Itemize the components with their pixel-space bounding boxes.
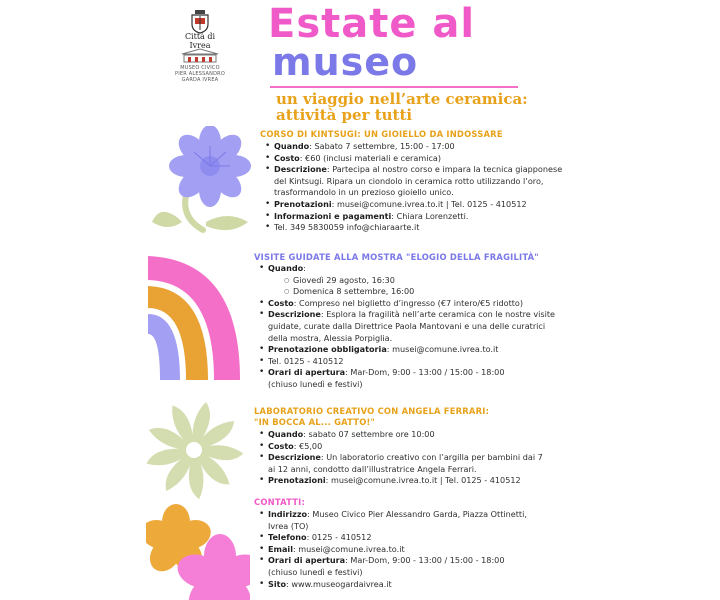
list-item: • Email: musei@comune.ivrea.to.it xyxy=(258,544,548,556)
list-item: • Telefono: 0125 - 410512 xyxy=(258,532,548,544)
list-item: • Costo: €60 (inclusi materiali e ceramica) xyxy=(264,153,564,165)
contatti-heading: CONTATTI: xyxy=(254,497,306,507)
list-item: • Informazioni e pagamenti: Chiara Lorenzetti. xyxy=(264,211,564,223)
laboratorio-heading-2: "IN BOCCA AL... GATTO!" xyxy=(254,417,376,427)
list-item: • Costo: €5,00 xyxy=(258,441,548,453)
visite-details xyxy=(258,263,568,391)
list-item: • Quando: ○ Giovedì 29 agosto, 16:30 ○ Domenica 8 settembre, 16:00 xyxy=(258,263,568,298)
list-item: • Prenotazioni: musei@comune.ivrea.to.it | Tel. 0125 - 410512 xyxy=(264,199,564,211)
visite-heading: VISITE GUIDATE ALLA MOSTRA "ELOGIO DELLA FRAGILITÀ" xyxy=(254,252,539,262)
list-item: • Descrizione: Partecipa al nostro corso e impara la tecnica giapponese del Kintsugi. Ripara un ciondolo in ceramica rotto utilizzando l’oro, trasformandolo in un prezioso gioiello unico. xyxy=(264,164,564,199)
list-item: • Orari di apertura: Mar-Dom, 9:00 - 13:00 / 15:00 - 18:00 (chiuso lunedì e festivi) xyxy=(258,555,548,578)
title-line-2: museo xyxy=(272,40,419,84)
rainbow-decoration-icon xyxy=(148,256,244,380)
flower-decoration-icon xyxy=(148,126,258,234)
bottom-flowers-decoration-icon xyxy=(146,504,250,600)
kintsugi-heading: CORSO DI KINTSUGI: UN GIOIELLO DA INDOSSARE xyxy=(260,129,503,139)
list-item: • Sito: www.museogardaivrea.it xyxy=(258,579,548,591)
contatti-details xyxy=(258,509,548,590)
swirl-decoration-icon xyxy=(146,396,244,504)
list-item: • Prenotazioni: musei@comune.ivrea.to.it | Tel. 0125 - 410512 xyxy=(258,475,548,487)
laboratorio-heading-1: LABORATORIO CREATIVO CON ANGELA FERRARI: xyxy=(254,406,490,416)
title-divider xyxy=(270,86,518,88)
museum-building-logo xyxy=(178,48,222,64)
date-item: ○ Giovedì 29 agosto, 16:30 xyxy=(284,275,568,287)
list-item: • Orari di apertura: Mar-Dom, 9:00 - 13:00 / 15:00 - 18:00 (chiuso lunedì e festivi) xyxy=(258,367,568,390)
list-item: • Quando: Sabato 7 settembre, 15:00 - 17:00 xyxy=(264,141,564,153)
city-name: Città di Ivrea xyxy=(184,32,216,50)
list-item: • Prenotazione obbligatoria: musei@comune.ivrea.to.it xyxy=(258,344,568,356)
list-item: • Indirizzo: Museo Civico Pier Alessandro Garda, Piazza Ottinetti, Ivrea (TO) xyxy=(258,509,546,532)
list-item: • Costo: Compreso nel biglietto d’ingresso (€7 intero/€5 ridotto) xyxy=(258,298,568,310)
city-crest-logo xyxy=(190,10,210,34)
museum-logo-text: MUSEO CIVICO PIER ALESSANDRO GARDA IVREA xyxy=(175,65,225,83)
list-item: • Descrizione: Un laboratorio creativo con l’argilla per bambini dai 7 ai 12 anni, condotto dall’illustratrice Angela Ferrari. xyxy=(258,452,546,475)
visite-dates xyxy=(268,275,568,298)
list-item: • Tel. 349 5830059 info@chiaraarte.it xyxy=(264,222,564,234)
list-item: • Quando: sabato 07 settembre ore 10:00 xyxy=(258,429,548,441)
laboratorio-details xyxy=(258,429,548,487)
title-line-1: Estate al xyxy=(268,1,476,47)
subtitle-line-2: attività per tutti xyxy=(276,106,413,124)
list-item: • Tel. 0125 - 410512 xyxy=(258,356,568,368)
date-item: ○ Domenica 8 settembre, 16:00 xyxy=(284,286,568,298)
kintsugi-details xyxy=(264,141,564,234)
list-item: • Descrizione: Esplora la fragilità nell’arte ceramica con le nostre visite guidate, curate dalla Direttrice Paola Mantovani e una delle curatrici della mostra, Alessia Porpiglia. xyxy=(258,309,566,344)
subtitle-line-1: un viaggio nell’arte ceramica: xyxy=(276,90,528,108)
